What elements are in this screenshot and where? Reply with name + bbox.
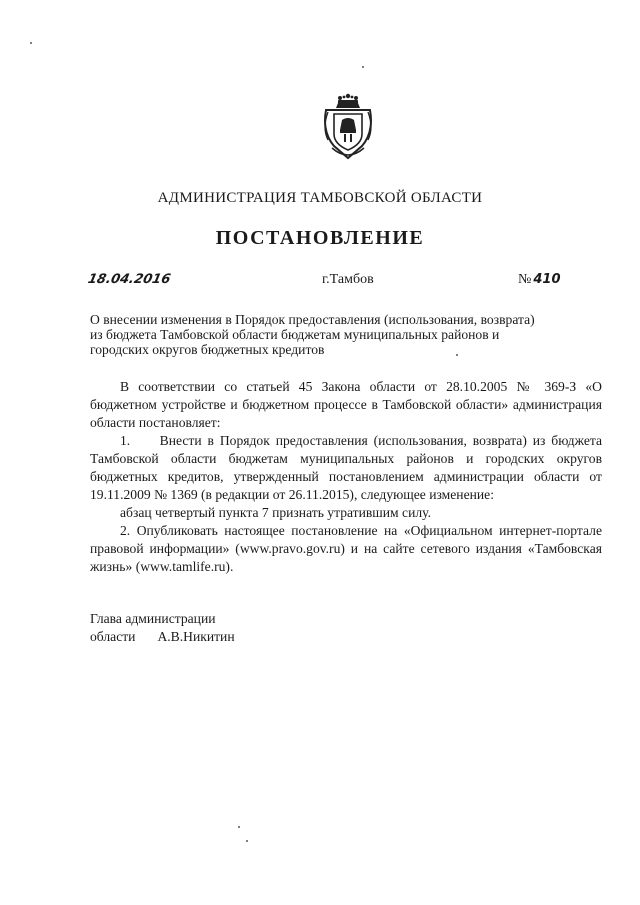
tambov-coat-of-arms-icon xyxy=(318,92,378,164)
preamble-paragraph: В соответствии со статьей 45 Закона области от 28.10.2005 № 369-З «О бюджетном устройстве и бюджетном процессе в Тамбовской области» администрация области постановляет: xyxy=(90,379,602,430)
item-1-paragraph: 1. Внести в Порядок предоставления (использования, возврата) из бюджета Тамбовской области бюджетам муниципальных районов и городских округов бюджетных кредитов, утвержденный постановлением администрации области от 19.11.2009 № 1369 (в редакции от 26.11.2015), следующее изменение: xyxy=(90,433,602,502)
scan-speck xyxy=(30,42,32,44)
signatory-title-line2 xyxy=(90,628,235,646)
handwritten-date: 18.04.2016 xyxy=(86,272,172,287)
document-number xyxy=(518,272,561,288)
document-subject xyxy=(90,312,600,357)
subject-line: из бюджета Тамбовской области бюджетам муниципальных районов и xyxy=(90,327,500,342)
document-type-title: ПОСТАНОВЛЕНИЕ xyxy=(215,227,425,249)
number-sign: № xyxy=(518,272,532,287)
subject-line: городских округов бюджетных кредитов xyxy=(90,342,325,357)
signatory-title-region: области xyxy=(90,629,136,644)
signatory-name: А.В.Никитин xyxy=(157,629,235,644)
document-body xyxy=(90,378,602,576)
handwritten-number: 410 xyxy=(533,272,561,287)
issuing-authority: АДМИНИСТРАЦИЯ ТАМБОВСКОЙ ОБЛАСТИ xyxy=(157,190,483,206)
signature-block xyxy=(90,610,235,646)
scan-speck xyxy=(456,354,458,356)
document-meta-row xyxy=(0,272,640,292)
scan-speck xyxy=(362,66,364,68)
city-label: г.Тамбов xyxy=(322,272,374,287)
scan-speck xyxy=(238,826,240,828)
scan-speck xyxy=(246,840,248,842)
item-2-paragraph: 2. Опубликовать настоящее постановление на «Официальном интернет-портале правовой информации» (www.pravo.gov.ru) и на сайте сетевого издания «Тамбовская жизнь» (www.tamlife.ru). xyxy=(90,523,602,574)
subject-line: О внесении изменения в Порядок предоставления (использования, возврата) xyxy=(90,312,535,327)
signatory-title-line1: Глава администрации xyxy=(90,611,216,626)
item-1-change-paragraph: абзац четвертый пункта 7 признать утратившим силу. xyxy=(120,505,431,520)
